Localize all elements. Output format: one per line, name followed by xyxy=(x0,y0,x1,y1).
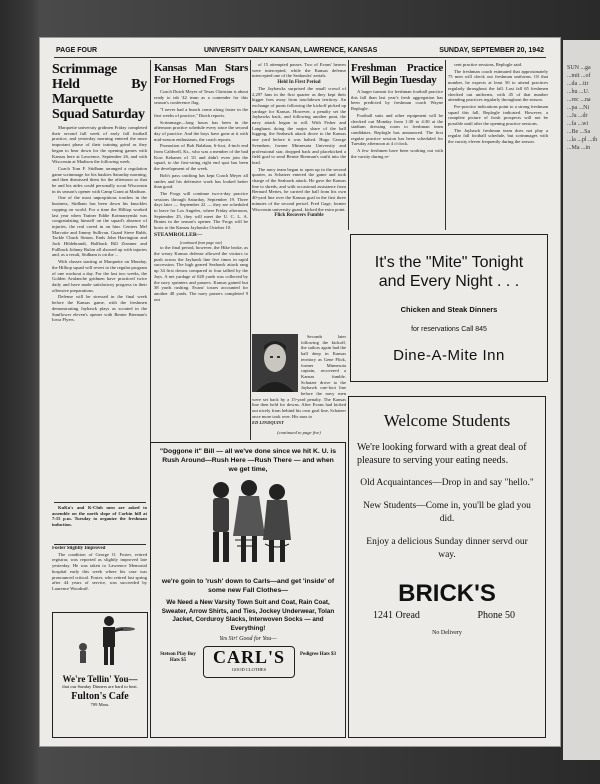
mite-sub: Chicken and Steak Dinners xyxy=(400,305,498,314)
carls-tag: GOOD CLOTHES xyxy=(231,667,267,672)
issue-date: SUNDAY, SEPTEMBER 20, 1942 xyxy=(439,47,544,54)
newspaper-page xyxy=(40,38,560,746)
ad-fultons-cafe xyxy=(52,612,148,738)
subhead-flick-fumble: Flick Recovers Fumble xyxy=(274,213,324,219)
ad-bricks xyxy=(348,396,546,738)
notice-text: KuKu's and K-Club men are asked to assemble on the north slope of Corbin hill at 7:15 p.m. Tuesday to organize the freshman induction. xyxy=(52,505,147,528)
steamroller-headline: STEAMROLLER— xyxy=(154,231,203,238)
welcome-p4: Enjoy a delicious Sunday dinner servd our way. xyxy=(366,537,528,560)
paragraph: The navy team began to open up in the second quarter, as Schatzer entered the game and took charge of the Seahawk attack. He gave the Kansas line to shreds, and with occasional assistance from Bernard Mertes, he carried the ball from his own 40-yard line over the Kansas goal in the first three minutes of the second period. Fred Gage, former Wisconsin university guard, kicked the extra point. xyxy=(252,166,346,212)
paragraph: With classes starting at Marquette on Monday, the Hilltop squad will revert to the regular program of one workout a day. For the last two weeks, the Golden Avalanche gridmen have practiced twice daily and have made satisfactory progress in their offensive preparations. xyxy=(52,259,147,293)
photo-caption: ED LINDQUIST xyxy=(252,420,284,425)
bricks-name: BRICK'S xyxy=(398,580,496,607)
mite-line2: and Every Night . . . xyxy=(378,273,520,290)
page-number: PAGE FOUR xyxy=(56,47,98,54)
paragraph: The Jayhawks surprised the small crowd of 2,297 fans in the first quarter as they kept their bigger foes away from touchdown territory. An exchange of punts following the kickoff picked up yardage for Kansas. However, a penalty set the Jayhawks back, and following another punt, the navy attack began to roll. With Fisher and Langhurst doing the major share of the ball lugging, the Seahawk attack drove to the Kansas one yard before it was halted. Hugo George Svendsen, former Minnesota University and professional star, dropped back and placekicked a field goal to send Bernie Bierman's outfit into the lead. xyxy=(252,85,346,165)
masthead xyxy=(54,46,546,58)
paragraph: Coach Dutch Meyer of Texas Christian is about ready to tab '42 team as a contender for this season's conference flag. xyxy=(154,89,248,106)
paragraph: to the final period, however, the Hike broke, as the weary Kansas defense allowed the visitors to push across the Jayhawk line five times in rapid succession. The high geared Seahawk attack rang up 34 first downs compared to four tallied by the Jays. A net yardage of 628 yards was collected by the navy sprinters and passers. Kansas gained but 38 yards rushing. Evans' tosses accounted for another 48 yards. The navy passers completed 9 out xyxy=(154,245,248,302)
welcome-p1: We're looking forward with a great deal of pleasure to serving your eating needs. xyxy=(357,442,527,466)
paragraph: Pre-practice indications point to a strong freshman squad this fall, Replogle indicated. However, a complete picture of frosh prospects will not be possible until after the opening practice sessions. xyxy=(448,103,548,127)
carls-footer xyxy=(151,646,345,682)
paragraph: "I never had a bunch come along faster in the first weeks of practice," Dutch reports. xyxy=(154,107,248,118)
paragraph: Marquette university gridmen Friday completed their second full week of early fall football practice, and yesterday morning entered the more important phase of their training grind as they began to bear down for the opening games with Kansas here at Lawrence, September 26, and with Wisconsin at Madison the following week. xyxy=(52,125,147,165)
fulton-address: 709 Mass. xyxy=(90,701,110,707)
carls-pedigree: Pedigree Hats $3 xyxy=(299,652,336,657)
article-marquette xyxy=(52,62,147,502)
headline-horned-frogs: Kansas Man Stars For Horned Frogs xyxy=(154,62,248,86)
paragraph: A few freshmen have been working out with the varsity during re- xyxy=(351,148,443,159)
carls-logo xyxy=(203,646,295,678)
waiter-illustration-icon xyxy=(53,613,145,669)
article-steamroller-continued xyxy=(252,62,346,332)
adjacent-page-text: SUN ...ga ...mit ...of ...da ...tir ...hu ...U. ...rec ...na ...pa ...Ni ...Ja ...dr ...fa ...wi ...Be ...Sa ...la ...pl ...th ...Ma ...in xyxy=(567,65,598,151)
article-freshman-practice xyxy=(351,62,443,230)
ad-dine-a-mite xyxy=(350,234,548,382)
column-rule xyxy=(348,60,349,230)
paragraph: of 15 attempted passes. Two of Evans' heaves were intercepted, while the Kansas defense intercepted one of the Seahawks' aerials. xyxy=(252,62,346,79)
subhead-first-period: Held In First Period xyxy=(277,80,321,86)
paragraph: Promotion of Bob Balaban, 6-foot, 4-inch end from Caldwell, Ks., who was a member of the bad Kow Kekanes of '41 and didn't even join the squad, to the first-string right end spot has been the development of the week. xyxy=(154,143,248,172)
article-freshman-continued xyxy=(448,62,548,230)
welcome-p3: New Students—Come in, you'll be glad you did. xyxy=(363,501,531,524)
paragraph: One of the most unpropitious touches in the business, Stidham has been down his knuckles copping on world. For a time the Hilltop worked last year when Trainer Eddie Kotmarzynski was congratulating himself on the squad's absence of injuries, the real caved in on him. Centers Mel Marcotte and Jimmy Sullivan, Guard Steve Rubb, Tackle Chuck Simon, Ends John Harrington and Jack Hildebrandt, Halfback Bill Zinsmer and Fullback Johnny Rulon all showed up with injuries and, as a result, Stidham is on the ... xyxy=(52,195,147,258)
player-photo xyxy=(252,334,298,392)
welcome-title: Welcome Students xyxy=(383,411,511,430)
fulton-name: Fulton's Cafe xyxy=(71,690,129,702)
article-foster xyxy=(52,546,147,612)
mite-reserve: for reservations Call 845 xyxy=(411,326,487,333)
carls-sir: Yes Sir! Good for You— xyxy=(219,636,277,642)
article-flick-fumble xyxy=(252,334,346,418)
bricks-contact xyxy=(349,610,545,624)
bricks-phone: Phone 50 xyxy=(477,610,515,621)
section-rule xyxy=(54,502,146,503)
fulton-title: We're Tellin' You— xyxy=(62,674,138,684)
kuku-notice xyxy=(52,505,147,543)
ad-carls xyxy=(150,442,346,738)
brief-headline: Foster Slightly Improved xyxy=(52,546,106,551)
article-kansas-man-stars xyxy=(154,62,248,438)
carls-name: CARL'S xyxy=(212,647,285,667)
students-illustration-icon xyxy=(151,474,345,570)
paragraph: Coach Tom F. Stidham arranged a regulation game scrimmage for his huskies Saturday morning, and then dismissed them for the afternoon so that he and his aides could personally scout Wisconsin in its season's opener with Camp Grant at Madison. xyxy=(52,165,147,194)
column-rule xyxy=(445,60,446,230)
adjacent-page-strip xyxy=(563,40,600,760)
welcome-p2: Old Acquaintances—Drop in and say "hello." xyxy=(360,478,534,488)
steamroller-continued: (continued from page one) xyxy=(179,239,223,245)
paragraph: cent practice sessions, Replogle said. xyxy=(454,62,523,67)
bricks-delivery: No Delivery xyxy=(432,630,462,636)
paper-name: UNIVERSITY DAILY KANSAN, LAWRENCE, KANSAS xyxy=(204,47,378,54)
paragraph: The freshman coach estimated that approximately 75 men will check out freshman uniforms. Of that number, he expects at least 50 to attend practices regularly throughout the fall. Last fall 65 freshmen checked out uniforms, with 45 of that number attending practices regularly throughout the season. xyxy=(448,68,548,103)
brief-text: The condition of George O. Foster, retired registrar, was reported as slightly improved late yesterday. He was taken to Lawrence Memorial hospital early this week where his case was pronounced critical. Foster, who retired last spring after 44 years of service, was succeeded by Laurence Woodruff. xyxy=(52,551,147,591)
paragraph: Defense will be stressed in the final week before the Kansas game, with the freshmen demonstrating Jayhawk plays as scouted in the Sunflower eleven's opener with Bernie Bierman's Iowa Flyers. xyxy=(52,294,147,323)
player-portrait-icon xyxy=(252,334,298,392)
paragraph: The Jayhawk freshman team does not play a regular fall football schedule, but scrimmages with the varsity eleven frequently during the season. xyxy=(448,127,548,145)
continued-notice: (continued to page five) xyxy=(277,430,321,435)
paragraph: Scrimmage—long hours has been in the afternoon practice schedule every since the second day of practice. And the boys have gone at it with mid-season enthusiasm, the coach reports. xyxy=(154,119,248,142)
carls-middle: we're goin to 'rush' down to Carls—and get 'inside' of some new Fall Clothes— xyxy=(161,578,335,594)
paragraph: A larger turnout for freshman football practice this fall than last year's fresh aggregation has been predicted by freshman coach Wayne Replogle. xyxy=(351,89,443,112)
carls-stetson: Stetson Play Boy Hats $5 xyxy=(160,652,196,663)
headline-freshman: Freshman Practice Will Begin Tuesday xyxy=(351,62,443,86)
headline-marquette: Scrimmage Held By Marquette Squad Saturday xyxy=(52,62,147,122)
section-rule xyxy=(54,544,146,545)
mite-name: Dine-A-Mite Inn xyxy=(393,347,505,364)
paragraph: Bob's pass catching has kept Coach Meyer all smiles and his defensive work has looked better than good. xyxy=(154,172,248,190)
column-rule xyxy=(250,60,251,440)
carls-list: We Need a New Varsity Town Suit and Coat, Rain Coat, Sweater, Arrow Shirts, and Ties, Jockey Underwear, Tolan Jacket, Corduroy Slacks, Interwoven Socks — and Everything! xyxy=(161,599,335,632)
mite-line1: It's the "Mite" Tonight xyxy=(374,254,524,271)
paragraph: Football suits and other equipment will be checked out Monday from 1:30 to 4:30 at the stadium dressing room to freshman team candidates, Replogle has announced. The first regular practice session has been scheduled for Tuesday afternoon at 4 o'clock. xyxy=(351,112,443,147)
carls-top: "Doggone it" Bill — all we've done since we hit K. U. is Rush Around—Rush Here —Rush There — and when we get time, xyxy=(159,448,337,473)
paragraph: Seconds later following the kickoff, the sailors again had the ball deep in Kansas territory as Gene Flick, former Minnesota captain, recovered a Kansas fumble. Schatzer drove to the Jayhawk one-foot line before the navy men were set back by a 15-yard penalty. The Kansas line then held for downs. After Evans had kicked out nicely from behind his own goal line, Schatzer once more took over. His pass to xyxy=(252,334,346,418)
paragraph: The Frogs will continue two-a-day practice sessions through Saturday, September 19. Three days later — September 22 — they are scheduled to leave for Los Angeles, where Friday afternoon, September 25, they will meet the U. C. L. A. Bruins in the season's opener. The Frogs will be hosts to the Kansas Jayhawks October 10. xyxy=(154,190,248,231)
bricks-address: 1241 Oread xyxy=(373,610,420,621)
fulton-body: that our Sunday Dinners are hard to beat. xyxy=(62,684,138,689)
